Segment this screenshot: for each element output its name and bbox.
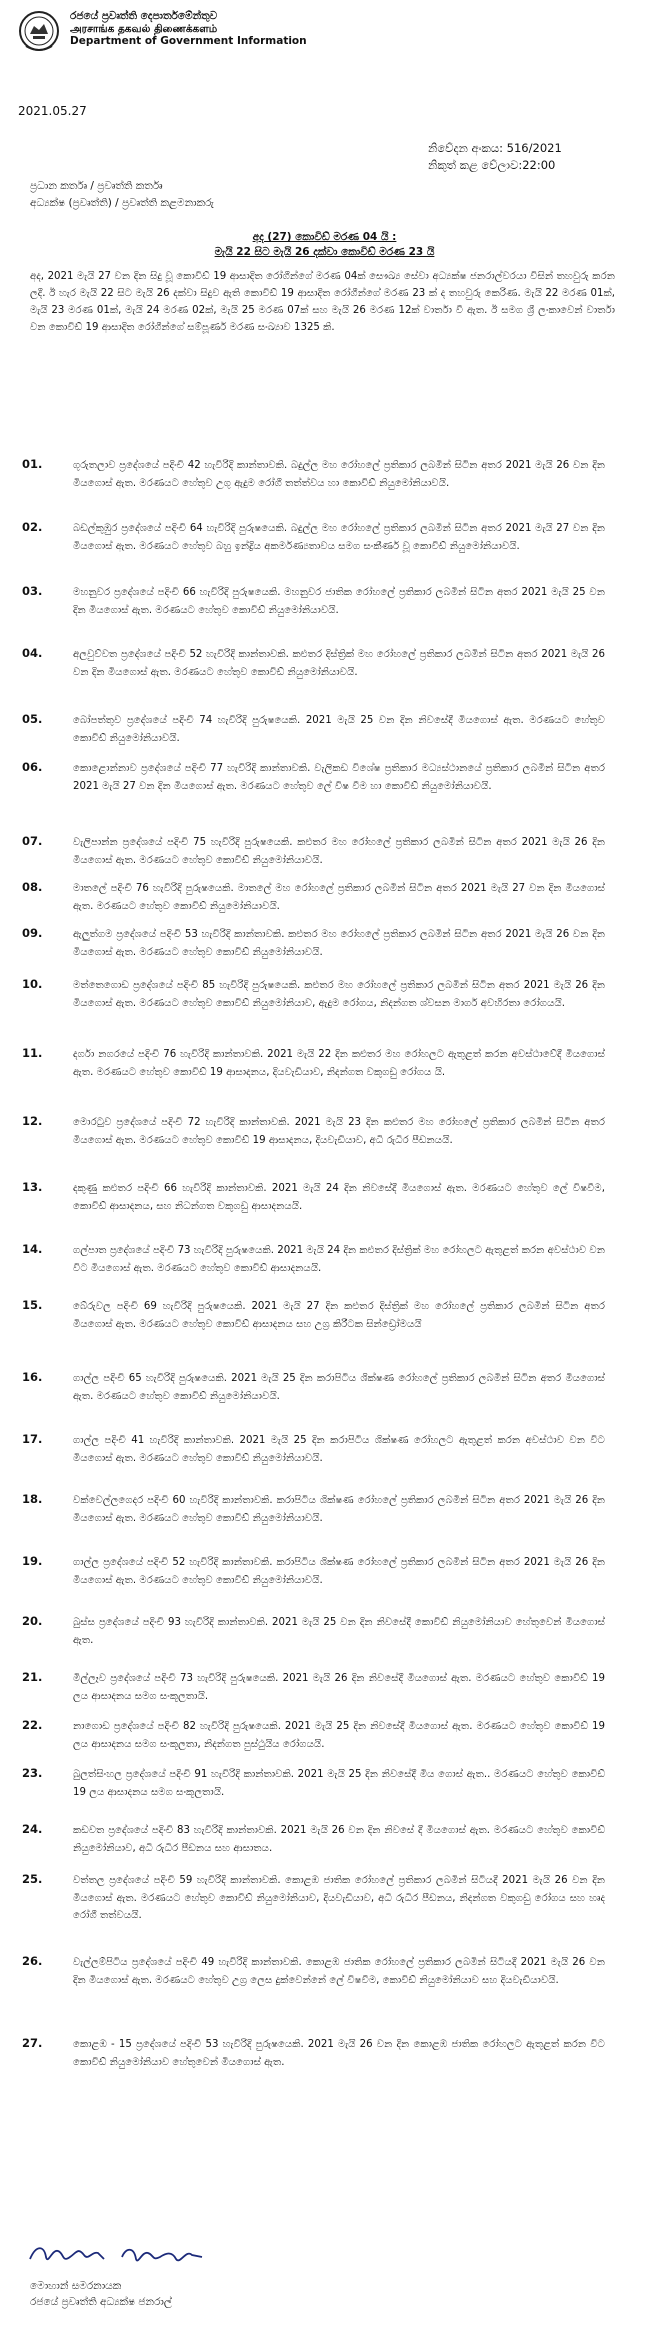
item-text: ගාල්ල ප්‍රදේශයේ පදිංචි 52 හැවිරිදි කාන්තාවකි. කරාපිටිය ශික්ෂණ රෝහලේ ප්‍රතිකාර ලබමින් සිටින අතර 2021 මැයි 26 දින මියගොස් ඇත. මරණයට හේතුව කොවිඩ් නියුමෝනියාවයි.: [73, 1557, 605, 1586]
item-number: 26.: [22, 1954, 43, 1968]
release-reference: [428, 140, 562, 174]
item-text: බඩල්කුඹුර ප්‍රදේශයේ පදිංචි 64 හැවිරිදි පුරුෂයෙකි. බදුල්ල මහ රෝහලේ ප්‍රතිකාර ලබමින් සිටින අතර 2021 මැයි 27 වන දින මියගොස් ඇත. මරණයට හේතුව බහු ඉන්ද්‍රිය අකර්මණ්‍යතාවය සමග සංකීර්ණ වූ කොවිඩ් නියුමෝනියාවයි.: [73, 523, 605, 552]
item-text: මත්තෙගොඩ ප්‍රදේශයේ පදිංචි 85 හැවිරිදි පුරුෂයෙකි. කළුතර මහ රෝහලේ ප්‍රතිකාර ලබමින් සිටින අතර 2021 මැයි 26 දින මියගොස් ඇත. මරණයට හේතුව කොවිඩ් නියුමෝනියාව, ඇදුම රෝගය, නිදන්ගත ශ්වසන මාර්ග අවහිරතා රෝගයයි.: [73, 980, 605, 1009]
item-number: 24.: [22, 1822, 43, 1836]
title-line-2: මැයි 22 සිට මැයි 26 දක්වා කොවිඩ් මරණ 23 යි: [214, 246, 435, 258]
item-text: ගල්පාත ප්‍රදේශයේ පදිංචි 73 හැවිරිදි පුරුෂයෙකි. 2021 මැයි 24 දින කළුතර දිස්ත්‍රික් මහ රෝහලට ඇතුළත් කරන අවස්ථාව වන විට මියගොස් ඇත. මරණයට හේතුව කොවිඩ් ආසාදනයයි.: [73, 1245, 605, 1274]
release-date: 2021.05.27: [18, 104, 87, 118]
item-text: ගාල්ල පදිංචි 65 හැවිරිදි පුරුෂයෙකි. 2021 මැයි 25 දින කරාපිටිය ශික්ෂණ රෝහලේ ප්‍රතිකාර ලබමින් සිටින අතර මියගොස් ඇත. මරණයට හේතුව කොවිඩ් නියුමෝනියාවයි.: [73, 1373, 605, 1402]
item-number: 22.: [22, 1718, 43, 1732]
item-text: දර්ගා නගරයේ පදිංචි 76 හැවිරිදි කාන්තාවකි. 2021 මැයි 22 දින කළුතර මහ රෝහලට ඇතුළත් කරන අවස්ථාවේදී මියගොස් ඇත. මරණයට හේතුව කොවිඩ් 19 ආසාදනය, දියවැඩියාව, නිදන්ගත වකුගඩු රෝගය යි.: [73, 1049, 605, 1078]
item-text: බුලත්සිංහල ප්‍රදේශයේ පදිංචි 91 හැවිරිදි කාන්තාවකි. 2021 මැයි 25 දින නිවසේදී මිය ගොස් ඇත.. මරණයට හේතුව කොවිඩ් 19 ලය ආසාදනය සමග සංකූලතායි.: [73, 1769, 605, 1798]
item-text: මොරටුව ප්‍රදේශයේ පදිංචි 72 හැවිරිදි කාන්තාවකි. 2021 මැයි 23 දින කළුතර මහ රෝහලේ ප්‍රතිකාර ලබමින් සිටින අතර මියගොස් ඇත. මරණයට හේතුව කොවිඩ් 19 ආසාදනය, දියවැඩියාව, අධි රුධිර පීඩනයයි.: [73, 1117, 605, 1146]
item-text: මහනුවර ප්‍රදේශයේ පදිංචි 66 හැවිරිදි පුරුෂයෙකි. මහනුවර ජාතික රෝහලේ ප්‍රතිකාර ලබමින් සිටින අතර 2021 මැයි 25 වන දින මියගොස් ඇත. මරණයට හේතුව කොවිඩ් නියුමෝනියාවයි.: [73, 587, 605, 616]
item-number: 01.: [22, 457, 43, 471]
item-number: 17.: [22, 1432, 43, 1446]
item-number: 20.: [22, 1614, 43, 1628]
item-text: වක්වෙල්ලගෙදර පදිංචි 60 හැවිරිදි කාන්තාවකි. කරාපිටිය ශික්ෂණ රෝහලේ ප්‍රතිකාර ලබමින් සිටින අතර 2021 මැයි 26 දින මියගොස් ඇත. මරණයට හේතුව කොවිඩ් නියුමෝනියාවයි.: [73, 1495, 605, 1524]
item-text: වැල්ලම්පිටිය ප්‍රදේශයේ පදිංචි 49 හැවිරිදි කාන්තාවකි. කොළඹ ජාතික රෝහලේ ප්‍රතිකාර ලබමින් සිටියදී 2021 මැයි 26 වන දින මියගොස් ඇත. මරණයට හේතුව උග්‍ර ලෙස දුක්වෙන්නේ ලේ විෂවීම, කොවිඩ් නියුමෝනියාව සහ දියවැඩියාවයි.: [73, 1957, 605, 1986]
sri-lanka-emblem-icon: [18, 8, 60, 54]
item-number: 05.: [22, 712, 43, 726]
item-text: වත්තල ප්‍රදේශයේ පදිංචි 59 හැවිරිදි කාන්තාවකි. කොළඹ ජාතික රෝහලේ ප්‍රතිකාර ලබමින් සිටියදී 2021 මැයි 26 වන දින මියගොස් ඇත. මරණයට හේතුව කොවිඩ් නියුමෝනියාව, දියවැඩියාව, අධි රුධිර පීඩනය, නිදන්ගත වකුගඩු රෝගය සහ හෘද රෝගී තත්වයයි.: [73, 1875, 605, 1921]
item-number: 08.: [22, 880, 43, 894]
department-name-tamil: அரசாங்க தகவல் திணைக்களம்: [70, 22, 218, 35]
department-name-english: Department of Government Information: [70, 35, 307, 47]
item-text: අලවුව්වත ප්‍රදේශයේ පදිංචි 52 හැවිරිදි කාන්තාවකි. කළුතර දිස්ත්‍රික් මහ රෝහලේ ප්‍රතිකාර ලබමින් සිටින අතර 2021 මැයි 26 වන දින මියගොස් ඇත. මරණයට හේතුව කොවිඩ් නියුමෝනියාවයි.: [73, 649, 605, 678]
item-number: 23.: [22, 1766, 43, 1780]
item-number: 25.: [22, 1872, 43, 1886]
item-number: 16.: [22, 1370, 43, 1384]
item-text: නාගොඩ ප්‍රදේශයේ පදිංචි 82 හැවිරිදි පුරුෂයෙකි. 2021 මැයි 25 දින නිවසේදී මියගොස් ඇත. මරණයට හේතුව කොවිඩ් 19 ලය ආසාදනය සමග සංකූලතා, නිදන්ගත පුස්ථුයිය රෝගයයි.: [73, 1721, 605, 1750]
item-number: 10.: [22, 977, 43, 991]
item-text: ගාල්ල පදිංචි 41 හැවිරිදි කාන්තාවකි. 2021 මැයි 25 දින කරාපිටිය ශික්ෂණ රෝහලට ඇතුළත් කරන අවස්ථාව වන විට මියගොස් ඇත. මරණයට හේතුව කොවිඩ් නියුමෝනියාවයි.: [73, 1435, 605, 1464]
item-number: 14.: [22, 1242, 43, 1256]
item-text: බුස්ස ප්‍රදේශයේ පදිංචි 93 හැවිරිදි කාන්තාවකි. 2021 මැයි 25 වන දින නිවසේදී කොවිඩ් නියුමෝනියාව හේතුවෙන් මියගොස් ඇත.: [73, 1617, 605, 1646]
department-name: [70, 10, 307, 48]
intro-paragraph: අද, 2021 මැයි 27 වන දින සිදු වූ කොවිඩ් 19 ආසාදිත රෝගීන්ගේ මරණ 04ක් සෞඛ්‍ය සේවා අධ්‍යක්ෂ ජනරාල්වරයා විසින් තහවුරු කරන ලදී. ඊ හැර මැයි 22 සිට මැයි 26 දක්වා සිදුව ඇති කොවිඩ් 19 ආසාදිත රෝගීන්ගේ මරණ 23 ක් ද තහවුරු කෙරිණ. මැයි 22 මරණ 01ක්, මැයි 23 මරණ 01ක්, මැයි 24 මරණ 02ක්, මැයි 25 මරණ 07ක් සහ මැයි 26 මරණ 12ක් වාර්තා වී ඇත. ඊ සමග ශ්‍රී ලංකාවෙන් වාර්තා වන කොවිඩ් 19 ආසාදිත රෝගීන්ගේ සම්පූර්ණ මරණ සංඛ්‍යාව 1325 කි.: [30, 271, 615, 333]
item-text: බෝපත්තුව ප්‍රදේශයේ පදිංචි 74 හැවිරිදි පුරුෂයෙකි. 2021 මැයි 25 වන දින නිවසේදී මියගොස් ඇත. මරණයට හේතුව කොවිඩ් නියුමෝනියාවයි.: [73, 715, 605, 744]
signatory: [30, 2278, 172, 2310]
item-number: 07.: [22, 834, 43, 848]
item-text: දකුණු කළුතර පදිංචි 66 හැවිරිදි කාන්තාවකි. 2021 මැයි 24 දින නිවසේදී මියගොස් ඇත. මරණයට හේතුව ලේ විෂවීම, කොවිඩ් ආසාදනය, සහ නිධන්ගත වකුගඩු ආසාදනයයි.: [73, 1183, 605, 1212]
item-text: ගුරුතලාව ප්‍රදේශයේ පදිංචි 42 හැවිරිදි කාන්තාවකි. බදුල්ල මහ රෝහලේ ප්‍රතිකාර ලබමින් සිටින අතර 2021 මැයි 26 වන දින මියගොස් ඇත. මරණයට හේතුව උගු ඇදුම රෝගී තත්ත්වය හා කොවිඩ් නියුමෝනියාවයි.: [73, 460, 605, 489]
item-number: 06.: [22, 760, 43, 774]
item-number: 27.: [22, 2036, 43, 2050]
item-number: 02.: [22, 520, 43, 534]
issue-time: නිකුත් කළ වේලාව:22:00: [428, 158, 556, 172]
item-number: 21.: [22, 1670, 43, 1684]
item-number: 03.: [22, 584, 43, 598]
recipient-line: අධ්‍යක්ෂ (ප්‍රවෘත්ති) / ප්‍රවෘත්ති කළමනාකරු: [30, 197, 214, 209]
letterhead: [18, 8, 618, 68]
release-number: නිවේදන අංකය: 516/2021: [428, 141, 562, 155]
item-number: 12.: [22, 1114, 43, 1128]
release-title: [0, 230, 649, 260]
item-text: කඩවත ප්‍රදේශයේ පදිංචි 83 හැවිරිදි කාන්තාවකි. 2021 මැයි 26 වන දින නිවසේ දී මියගොස් ඇත. මරණයට හේතුව කොවිඩ් නියුමෝනියාව, අධි රුධිර පීඩනය සහ ආසාතය.: [73, 1825, 605, 1854]
item-text: කොළඹ - 15 ප්‍රදේශයේ පදිංචි 53 හැවිරිදි පුරුෂයෙකි. 2021 මැයි 26 වන දින කොළඹ ජාතික රෝහලට ඇතුළත් කරන විට කොවිඩ් නියුමෝනියාව හේතුවෙන් මියගොස් ඇත.: [73, 2039, 605, 2068]
item-text: බේරුවල පදිංචි 69 හැවිරිදි පුරුෂයෙකි. 2021 මැයි 27 දින කළුතර දිස්ත්‍රික් මහ රෝහලේ ප්‍රතිකාර ලබමින් සිටින අතර මියගොස් ඇත. මරණයට හේතුව කොවිඩ් ආසාදනය සහ උග්‍ර කිරීටක සින්ඩ්‍රෝමයයි: [73, 1301, 605, 1330]
item-number: 04.: [22, 646, 43, 660]
item-number: 15.: [22, 1298, 43, 1312]
item-number: 09.: [22, 926, 43, 940]
item-text: මිල්ලෑව ප්‍රදේශයේ පදිංචි 73 හැවිරිදි පුරුෂයෙකි. 2021 මැයි 26 දින නිවසේදී මියගොස් ඇත. මරණයට හේතුව කොවිඩ් 19 ලය ආසාදනය සමග සංකූලතායි.: [73, 1673, 605, 1702]
signature: [26, 2237, 246, 2273]
item-number: 18.: [22, 1492, 43, 1506]
signatory-name: මොහාන් සමරනායක: [30, 2280, 122, 2292]
department-name-sinhala: රජයේ ප්‍රවෘත්ති දෙපාර්තමේන්තුව: [70, 10, 218, 22]
recipients: [30, 178, 214, 212]
signatory-title: රජයේ ප්‍රවෘත්ති අධ්‍යක්ෂ ජනරාල්: [30, 2296, 172, 2308]
item-text: ඇලුත්ගම ප්‍රදේශයේ පදිංචි 53 හැවිරිදි කාන්තාවකි. කළුතර මහ රෝහලේ ප්‍රතිකාර ලබමින් සිටින අතර 2021 මැයි 26 වන දින මියගොස් ඇත. මරණයට හේතුව කොවිඩ් නියුමෝනියාවයි.: [73, 929, 605, 958]
item-text: මාතලේ පදිංචි 76 හැවිරිදි පුරුෂයෙකි. මාතලේ මහ රෝහලේ ප්‍රතිකාර ලබමින් සිටින අතර 2021 මැයි 27 වන දින මියගොස් ඇත. මරණයට හේතුව කොවිඩ් නියුමෝනියාවයි.: [73, 883, 605, 912]
item-number: 13.: [22, 1180, 43, 1194]
item-text: කොළොන්නාව ප්‍රදේශයේ පදිංචි 77 හැවිරිදි කාන්තාවකි. වැලිකඩ විශේෂ ප්‍රතිකාර මධ්‍යස්ථානයේ ප්‍රතිකාර ලබමින් සිටින අතර 2021 මැයි 27 වන දින මියගොස් ඇත. මරණයට හේතුව ලේ විෂ වීම හා කොවිඩ් නියුමෝනියාවයි.: [73, 763, 605, 792]
recipient-line: ප්‍රධාන කර්තෘ / ප්‍රවෘත්ති කර්තෘ: [30, 180, 163, 192]
item-text: වැලිපාන්න ප්‍රදේශයේ පදිංචි 75 හැවිරිදි පුරුෂයෙකි. කළුතර මහ රෝහලේ ප්‍රතිකාර ලබමින් සිටින අතර 2021 මැයි 26 දින මියගොස් ඇත. මරණයට හේතුව කොවිඩ් නියුමෝනියාවයි.: [73, 837, 605, 866]
item-number: 19.: [22, 1554, 43, 1568]
item-number: 11.: [22, 1046, 43, 1060]
title-line-1: අද (27) කොවිඩ් මරණ 04 යි :: [252, 231, 397, 243]
